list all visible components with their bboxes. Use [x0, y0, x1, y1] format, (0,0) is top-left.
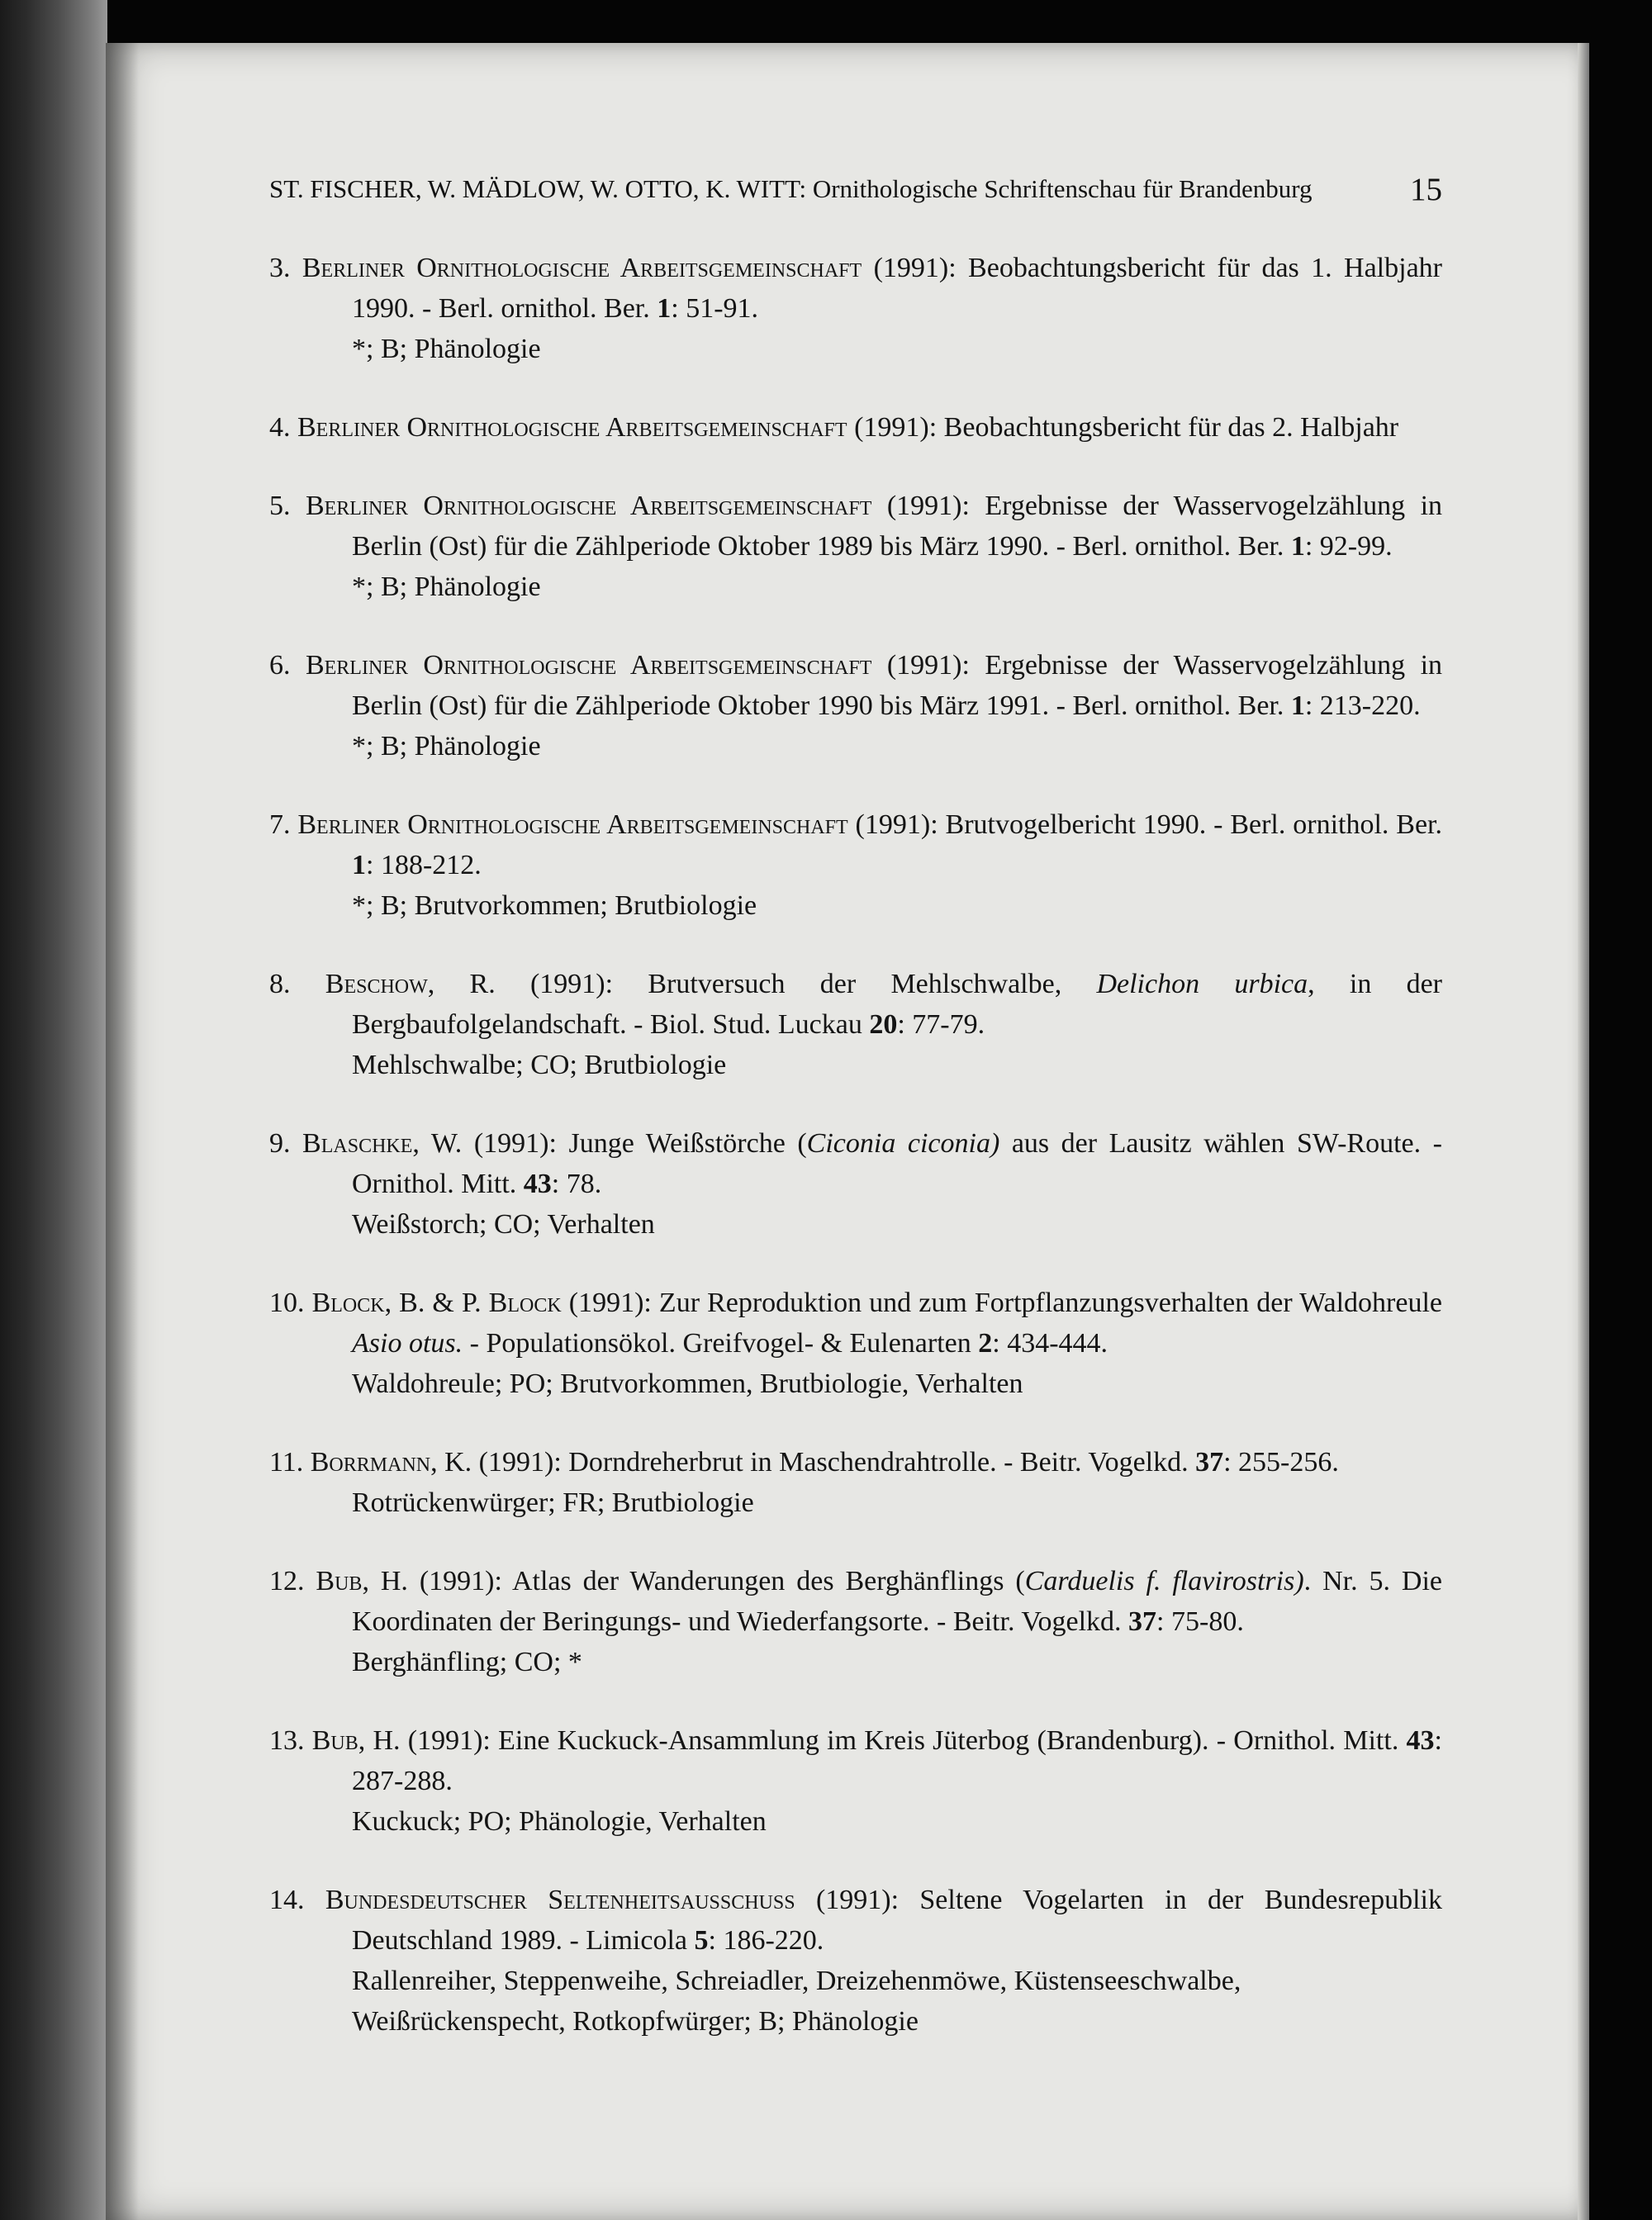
- entry-number: 3.: [269, 253, 291, 283]
- entry-title: Ergebnisse der Wasservogelzählung in Berlin (Ost) für die Zählperiode Oktober 1990 bis März 1991. - Berl. ornithol. Ber.: [352, 650, 1443, 721]
- entry-title: Brutvogelbericht 1990. - Berl. ornithol. Ber.: [945, 809, 1442, 840]
- binding-shadow: [106, 43, 139, 2220]
- entry-year: (1991):: [847, 412, 944, 443]
- entry-pages: : 213-220.: [1304, 690, 1421, 721]
- entry-pages: : 92-99.: [1304, 531, 1393, 562]
- entry-title: Dorndreherbrut in Maschendrahtrolle. - Beitr. Vogelkd.: [568, 1447, 1196, 1478]
- entry-pages: : 78.: [551, 1169, 602, 1199]
- entry-volume: 1: [352, 850, 366, 880]
- entry-year: (1991):: [407, 1566, 512, 1596]
- entry-keywords: *; B; Phänologie: [352, 731, 541, 761]
- entry-year: (1991):: [871, 650, 985, 681]
- citation: [269, 1561, 1442, 1642]
- entry-volume: 1: [1290, 531, 1305, 562]
- entry-number: 4.: [269, 412, 291, 443]
- entry-number: 10.: [269, 1288, 305, 1318]
- bibliography-entry: [269, 1720, 1442, 1842]
- entry-keywords: Berghänfling; CO; *: [352, 1647, 582, 1677]
- entry-author: Bundesdeutscher Seltenheitsausschuss: [325, 1885, 795, 1915]
- entry-year: (1991):: [795, 1885, 920, 1915]
- entry-volume: 43: [1406, 1725, 1435, 1756]
- bibliography-entry: [269, 1561, 1442, 1682]
- citation: [269, 645, 1442, 726]
- entry-author: Berliner Ornithologische Arbeitsgemeinschaft: [301, 253, 862, 283]
- entry-author: Bub, H.: [311, 1725, 401, 1756]
- entry-author: Berliner Ornithologische Arbeitsgemeinschaft: [297, 412, 847, 443]
- entry-pages: : 51-91.: [671, 293, 759, 324]
- citation: [269, 1123, 1442, 1204]
- entry-title-continued: - Populationsökol. Greifvogel- & Eulenarten: [463, 1328, 979, 1359]
- entry-title-continued: , in der Bergbaufolgelandschaft. - Biol. Stud. Luckau: [352, 969, 1442, 1040]
- entry-author: Beschow, R.: [325, 969, 496, 999]
- bibliography-entry: [269, 1880, 1442, 2042]
- species-name: Carduelis f. flavirostris): [1024, 1566, 1304, 1596]
- entry-volume: 43: [523, 1169, 552, 1199]
- entry-number: 11.: [269, 1447, 304, 1478]
- entry-year: (1991):: [847, 809, 946, 840]
- species-name: Asio otus.: [352, 1328, 463, 1359]
- entry-author: Berliner Ornithologische Arbeitsgemeinschaft: [305, 491, 872, 521]
- bibliography-entry: [269, 964, 1442, 1085]
- citation: [269, 248, 1442, 329]
- entry-year: (1991):: [472, 1447, 569, 1478]
- page-number: 15: [1410, 172, 1442, 207]
- entry-number: 6.: [269, 650, 291, 681]
- entry-year: (1991):: [871, 491, 985, 521]
- entry-keywords: Waldohreule; PO; Brutvorkommen, Brutbiologie, Verhalten: [352, 1369, 1023, 1399]
- entry-keywords: Weißstorch; CO; Verhalten: [352, 1209, 655, 1240]
- entry-number: 8.: [269, 969, 291, 999]
- entry-year: (1991):: [495, 969, 648, 999]
- bibliography-entry: [269, 407, 1442, 448]
- entry-number: 7.: [269, 809, 291, 840]
- citation: [269, 1720, 1442, 1801]
- entry-number: 12.: [269, 1566, 305, 1596]
- entry-year: (1991):: [462, 1128, 569, 1159]
- entry-keywords: Rotrückenwürger; FR; Brutbiologie: [352, 1487, 754, 1518]
- entry-title-continued: . Nr. 5. Die Koordinaten der Beringungs- und Wiederfangsorte. - Beitr. Vogelkd.: [352, 1566, 1443, 1637]
- entry-volume: 37: [1195, 1447, 1224, 1478]
- entry-number: 9.: [269, 1128, 291, 1159]
- entry-pages: : 77-79.: [897, 1009, 985, 1040]
- bibliography-entry: [269, 1123, 1442, 1245]
- bibliography-entry: [269, 804, 1442, 926]
- entry-keywords: Kuckuck; PO; Phänologie, Verhalten: [352, 1806, 767, 1837]
- running-title: ST. FISCHER, W. MÄDLOW, W. OTTO, K. WITT: Ornithologische Schriftenschau für Brandenburg: [269, 174, 1313, 203]
- entry-pages: : 434-444.: [992, 1328, 1108, 1359]
- bibliography-entry: [269, 486, 1442, 607]
- entry-title: Zur Reproduktion und zum Fortpflanzungsverhalten der Waldohreule: [658, 1288, 1442, 1318]
- citation: [269, 804, 1442, 885]
- entry-title: Atlas der Wanderungen des Berghänflings (: [511, 1566, 1025, 1596]
- citation: [269, 407, 1442, 448]
- entry-year: (1991):: [400, 1725, 499, 1756]
- species-name: Delichon urbica: [1096, 969, 1308, 999]
- citation: [269, 964, 1442, 1045]
- entry-author: Blaschke, W.: [302, 1128, 463, 1159]
- entry-volume: 5: [694, 1925, 709, 1956]
- entry-title-continued: aus der Lausitz wählen SW-Route. - Ornithol. Mitt.: [352, 1128, 1442, 1199]
- citation: [269, 1880, 1442, 1961]
- entry-volume: 1: [1290, 690, 1305, 721]
- entry-author: Block, B. & P. Block: [311, 1288, 562, 1318]
- entry-number: 5.: [269, 491, 291, 521]
- scanner-border-left: [0, 0, 107, 2220]
- entry-number: 13.: [269, 1725, 305, 1756]
- entry-author: Berliner Ornithologische Arbeitsgemeinschaft: [305, 650, 872, 681]
- citation: [269, 1442, 1442, 1482]
- entry-title: Seltene Vogelarten in der Bundesrepublik Deutschland 1989. - Limicola: [352, 1885, 1443, 1956]
- entry-pages: : 287-288.: [352, 1725, 1442, 1796]
- entry-author: Bub, H.: [316, 1566, 408, 1596]
- entry-volume: 1: [657, 293, 672, 324]
- entry-title: Eine Kuckuck-Ansammlung im Kreis Jüterbog (Brandenburg). - Ornithol. Mitt.: [498, 1725, 1407, 1756]
- bibliography-list: [269, 248, 1442, 2080]
- bibliography-entry: [269, 1442, 1442, 1523]
- entry-pages: : 186-220.: [708, 1925, 824, 1956]
- bibliography-entry: [269, 645, 1442, 766]
- entry-keywords: *; B; Brutvorkommen; Brutbiologie: [352, 890, 757, 921]
- entry-keywords: Mehlschwalbe; CO; Brutbiologie: [352, 1050, 727, 1080]
- entry-author: Berliner Ornithologische Arbeitsgemeinschaft: [297, 809, 848, 840]
- entry-title: Brutversuch der Mehlschwalbe,: [648, 969, 1097, 999]
- bibliography-entry: [269, 1283, 1442, 1404]
- entry-pages: : 75-80.: [1156, 1606, 1244, 1637]
- bibliography-entry: [269, 248, 1442, 369]
- entry-title: Beobachtungsbericht für das 1. Halbjahr 1990. - Berl. ornithol. Ber.: [352, 253, 1442, 324]
- entry-volume: 20: [869, 1009, 898, 1040]
- entry-volume: 37: [1128, 1606, 1157, 1637]
- species-name: Ciconia ciconia): [806, 1128, 1000, 1159]
- entry-volume: 2: [978, 1328, 993, 1359]
- entry-pages: : 188-212.: [366, 850, 482, 880]
- entry-title: Beobachtungsbericht für das 2. Halbjahr: [943, 412, 1399, 443]
- entry-author: Borrmann, K.: [310, 1447, 472, 1478]
- entry-title: Junge Weißstörche (: [568, 1128, 807, 1159]
- page-edge: [1578, 43, 1589, 2220]
- citation: [269, 1283, 1442, 1364]
- entry-number: 14.: [269, 1885, 305, 1915]
- entry-keywords: *; B; Phänologie: [352, 334, 541, 364]
- citation: [269, 486, 1442, 567]
- entry-keywords: Rallenreiher, Steppenweihe, Schreiadler, Dreizehenmöwe, Küstenseeschwalbe, Weißrückenspecht, Rotkopfwürger; B; Phänologie: [352, 1966, 1241, 2037]
- entry-year: (1991):: [862, 253, 969, 283]
- entry-year: (1991):: [561, 1288, 659, 1318]
- entry-pages: : 255-256.: [1223, 1447, 1339, 1478]
- entry-keywords: *; B; Phänologie: [352, 572, 541, 602]
- running-header: [269, 174, 1442, 211]
- entry-title: Ergebnisse der Wasservogelzählung in Berlin (Ost) für die Zählperiode Oktober 1989 bis März 1990. - Berl. ornithol. Ber.: [352, 491, 1443, 562]
